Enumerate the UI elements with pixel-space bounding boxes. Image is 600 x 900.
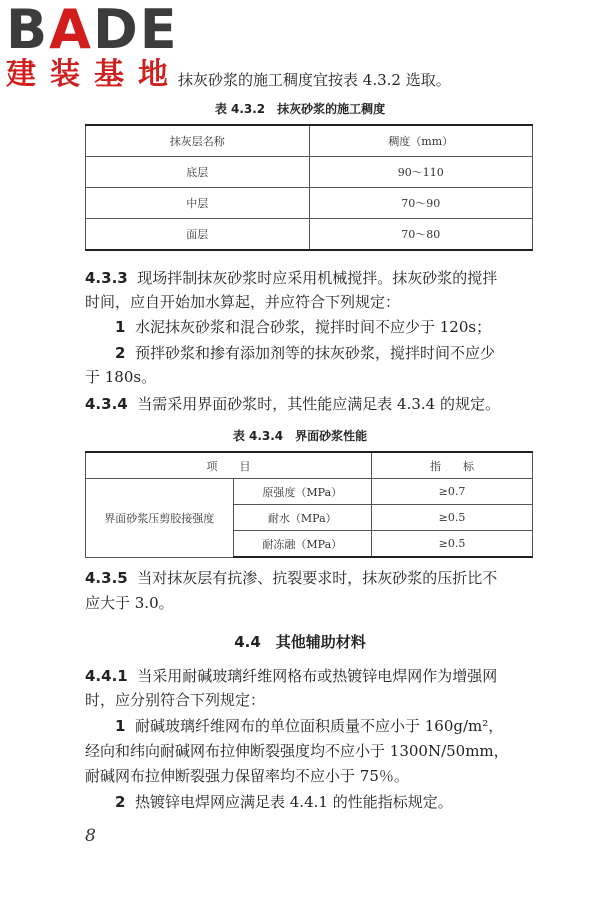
value-cell: ≥0.7 [372,479,533,505]
watermark-logo [6,0,182,92]
logo-letter-b: B [6,0,50,61]
value-cell: 70～80 [309,219,533,251]
list-line: 耐碱网布拉伸断裂强力保留率均不应小于 75％。 [85,767,409,785]
header-cell-index: 指 标 [372,452,533,479]
item-cell: 原强度（MPa） [233,479,372,505]
layer-cell: 中层 [86,188,310,219]
list-text: 预拌砂浆和掺有添加剂等的抹灰砂浆，搅拌时间不应少 [134,344,495,362]
value-cell: 90～110 [309,157,533,188]
list-item [115,317,491,337]
item-cell: 耐水（MPa） [233,505,372,531]
table-row [86,479,533,505]
clause-number: 4.4.1 [85,667,128,685]
layer-cell: 底层 [86,157,310,188]
table-row [86,188,533,219]
list-text: 耐碱玻璃纤维网布的单位面积质量不应小于 160g/m²， [134,717,504,735]
paragraph-line: 应大于 3.0。 [85,594,174,612]
list-item [115,792,453,812]
paragraph-4-3-3 [85,268,497,288]
page-number: 8 [85,826,96,846]
interface-mortar-table [85,451,533,558]
header-cell-layer: 抹灰层名称 [86,125,310,157]
list-text: 热镀锌电焊网应满足表 4.4.1 的性能指标规定。 [134,793,453,811]
list-line: 经向和纬向耐碱网布拉伸断裂强度均不应小于 1300N/50mm， [85,742,509,760]
paragraph-text: 当需采用界面砂浆时，其性能应满足表 4.3.4 的规定。 [137,395,500,413]
paragraph-text: 现场拌制抹灰砂浆时应采用机械搅拌。抹灰砂浆的搅拌 [137,269,498,287]
section-heading-4-4: 4.4 其他辅助材料 [234,633,366,651]
list-number: 2 [115,793,126,811]
list-item [115,343,495,363]
paragraph-line: 时，应分别符合下列规定： [85,691,266,709]
value-cell: ≥0.5 [372,505,533,531]
table-header-row [86,452,533,479]
list-number: 1 [115,717,126,735]
clause-number: 4.3.5 [85,569,128,587]
paragraph-4-4-1 [85,666,497,686]
value-cell: 70～90 [309,188,533,219]
paragraph-text: 当采用耐碱玻璃纤维网格布或热镀锌电焊网作为增强网 [137,667,498,685]
header-cell-item: 项 目 [86,452,372,479]
paragraph-4-3-2 [178,70,451,90]
table-header-row [86,125,533,157]
list-text: 水泥抹灰砂浆和混合砂浆，搅拌时间不应少于 120s； [134,318,492,336]
consistency-table [85,124,533,251]
list-number: 2 [115,344,126,362]
clause-number: 4.3.4 [85,395,128,413]
table-caption-4-3-4: 表 4.3.4 界面砂浆性能 [232,429,368,443]
list-item [115,716,503,736]
table-caption-4-3-2: 表 4.3.2 抹灰砂浆的施工稠度 [214,102,386,116]
table-row [86,157,533,188]
header-cell-consistency: 稠度（mm） [309,125,533,157]
item-cell: 耐冻融（MPa） [233,531,372,558]
logo-chinese: 建装基地 [6,57,182,92]
list-number: 1 [115,318,126,336]
value-cell: ≥0.5 [372,531,533,558]
group-cell: 界面砂浆压剪胶接强度 [86,479,234,558]
list-line: 于 180s。 [85,368,157,386]
paragraph-4-3-5 [85,568,497,588]
clause-number: 4.3.3 [85,269,128,287]
paragraph-line: 时间，应自开始加水算起，并应符合下列规定： [85,293,401,311]
logo-letters-de: DE [92,0,179,61]
paragraph-4-3-4 [85,394,500,414]
table-row [86,219,533,251]
logo-letter-a: A [49,0,93,61]
paragraph-text: 当对抹灰层有抗渗、抗裂要求时，抹灰砂浆的压折比不 [137,569,498,587]
layer-cell: 面层 [86,219,310,251]
paragraph-text: 抹灰砂浆的施工稠度宜按表 4.3.2 选取。 [178,71,451,89]
logo-wordmark [6,0,182,61]
